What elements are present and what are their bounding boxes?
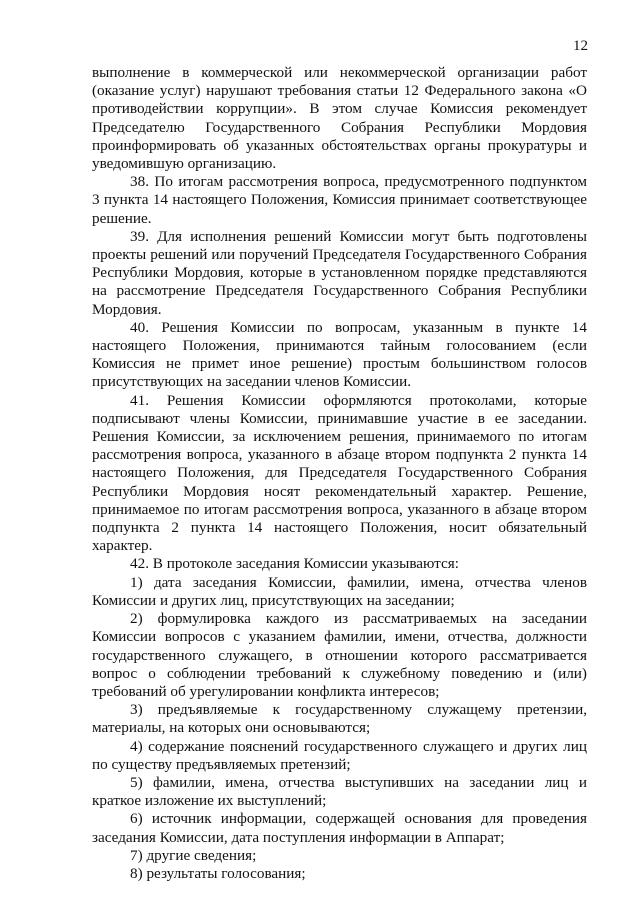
list-item-8: 8) результаты голосования;: [130, 864, 306, 882]
page-number: 12: [573, 38, 588, 54]
list-item-3: 3) предъявляемые к государственному служащему претензии, материалы, на которых они основываются;: [92, 701, 587, 737]
list-item-6: 6) источник информации, содержащей основания для проведения заседания Комиссии, дата поступления информации в Аппарат;: [92, 810, 587, 846]
paragraph-38: 38. По итогам рассмотрения вопроса, предусмотренного подпунктом 3 пункта 14 настоящего Положения, Комиссия принимает соответствующее решение.: [92, 173, 587, 227]
paragraph-39: 39. Для исполнения решений Комиссии могут быть подготовлены проекты решений или поручений Председателя Государственного Собрания Республики Мордовия, которые в установленном порядке представляются на рассмотрение Председателя Государственного Собрания Республики Мордовия.: [92, 227, 587, 318]
document-body: [92, 64, 587, 883]
list-item-5: 5) фамилии, имена, отчества выступивших на заседании лиц и краткое изложение их выступлений;: [92, 773, 587, 810]
paragraph-41: 41. Решения Комиссии оформляются протоколами, которые подписывают члены Комиссии, принимавшие участие в ее заседании. Решения Комиссии, за исключением решения, принимаемого по итогам рассмотрения вопроса, указанного в абзаце втором подпункта 2 пункта 14 настоящего Положения, для Председателя Государственного Собрания Республики Мордовия носят рекомендательный характер. Решение, принимаемое по итогам рассмотрения вопроса, указанного в абзаце втором подпункта 2 пункта 14 настоящего Положения, носит обязательный характер.: [92, 391, 587, 555]
paragraph-40: 40. Решения Комиссии по вопросам, указанным в пункте 14 настоящего Положения, принимаются тайным голосованием (если Комиссия не примет иное решение) простым большинством голосов присутствующих на заседании членов Комиссии.: [92, 318, 587, 391]
paragraph-continuation: выполнение в коммерческой или некоммерческой организации работ (оказание услуг) нарушают требования статьи 12 Федерального закона «О противодействии коррупции». В этом случае Комиссия рекомендует Председателю Государственного Собрания Республики Мордовия проинформировать об указанных обстоятельствах органы прокуратуры и уведомившую организацию.: [92, 64, 587, 173]
list-item-1: 1) дата заседания Комиссии, фамилии, имена, отчества членов Комиссии и других лиц, присутствующих на заседании;: [92, 573, 587, 609]
paragraph-42: 42. В протоколе заседания Комиссии указываются:: [130, 555, 459, 573]
list-item-7: 7) другие сведения;: [130, 846, 257, 864]
list-item-4: 4) содержание пояснений государственного служащего и других лиц по существу предъявляемых претензий;: [92, 737, 587, 773]
list-item-2: 2) формулировка каждого из рассматриваемых на заседании Комиссии вопросов с указанием фамилии, имени, отчества, должности государственного служащего, в отношении которого рассматривается вопрос о соблюдении требований к служебному поведению и (или) требований об урегулировании конфликта интересов;: [92, 610, 587, 700]
